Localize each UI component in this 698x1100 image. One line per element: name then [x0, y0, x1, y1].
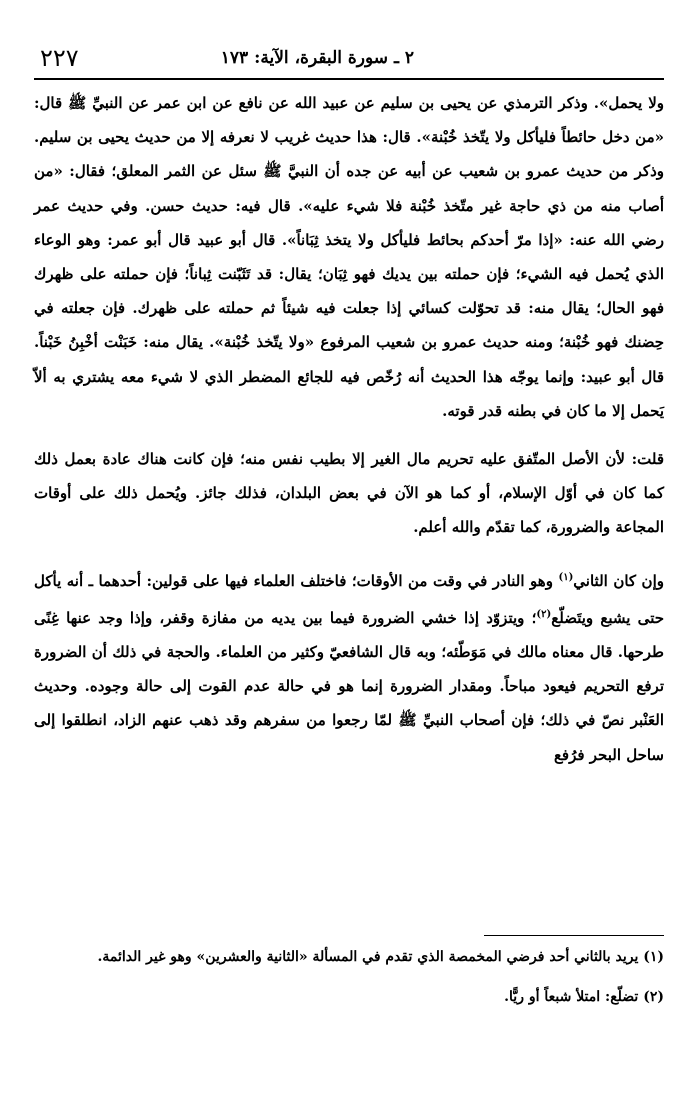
page-header	[34, 42, 664, 76]
footnote-rule	[484, 935, 664, 936]
footnotes	[34, 946, 664, 1008]
footnote-2	[34, 986, 664, 1008]
footnote-1	[34, 946, 664, 968]
footnote-text: تضلّع: امتلأ شبعاً أو ريًّا.	[504, 989, 639, 1005]
main-text	[34, 86, 664, 772]
footnote-marker: (٢)	[643, 989, 664, 1005]
footnote-ref-1[interactable]: (١)	[558, 571, 574, 583]
page-number: ٢٢٧	[40, 44, 79, 72]
header-rule	[34, 78, 664, 80]
running-head: ٢ ـ سورة البقرة، الآية: ١٧٣	[220, 48, 414, 68]
paragraph-2: قلت: لأن الأصل المتّفق عليه تحريم مال الغير إلا بطيب نفس منه؛ فإن كانت هناك عادة بعمل ذلك كما كان في أوّل الإسلام، أو كما هو الآن في بعض البلدان، فذلك جائز. ويُحمل ذلك على أوقات المجاعة والضرورة، كما تقدّم والله أعلم.	[34, 450, 664, 537]
paragraph-3-text-a: وإن كان الثاني	[573, 571, 664, 590]
footnote-marker: (١)	[643, 949, 664, 965]
paragraph-3-text-c: ؛ ويتزوّد إذا خشي الضرورة فيما بين يديه من مفازة وقفر، وإذا وجد عنها غِنًى طرحها. قال معناه مالك في مَوَطّئه؛ وبه قال الشافعيّ وكثير من العلماء. والحجة في ذلك أن الضرورة ترفع التحريم فيعود مباحاً. ومقدار الضرورة إنما هو في حالة عدم القوت إلى حالة وجوده. وحديث العَنْبر نصّ في ذلك؛ فإن أصحاب النبيِّ ﷺ لمّا رجعوا من سفرهم وقد ذهب عنهم الزاد، انطلقوا إلى ساحل البحر فرُفع	[34, 608, 664, 764]
paragraph-3	[34, 561, 664, 772]
paragraph-3-text-b: وهو النادر في وقت من الأوقات؛ فاختلف العلماء فيها على قولين: أحدهما ـ أنه يأكل حتى يشبع ويتَضلّع	[34, 571, 664, 627]
footnote-ref-2[interactable]: (٢)	[536, 608, 552, 620]
footnote-text: يريد بالثاني أحد فرضي المخمصة الذي تقدم في المسألة «الثانية والعشرين» وهو غير الدائمة.	[97, 949, 639, 965]
paragraph-1: ولا يحمل». وذكر الترمذي عن يحيى بن سليم عن عبيد الله عن نافع عن ابن عمر عن النبيِّ ﷺ قال: «من دخل حائطاً فليأكل ولا يتّخذ خُبْنة». قال: هذا حديث غريب لا نعرفه إلا من حديث يحيى بن سليم. وذكر من حديث عمرو بن شعيب عن أبيه عن جده أن النبيَّ ﷺ سئل عن الثمر المعلق؛ فقال: «من أصاب منه من ذي حاجة غير متّخذ خُبْنة فلا شيء عليه». قال فيه: حديث حسن. وفي حديث عمر رضي الله عنه: «إذا مرّ أحدكم بحائط فليأكل ولا يتخذ ثِبَاناً». قال أبو عبيد قال أبو عمر: وهو الوعاء الذي يُحمل فيه الشيء؛ فإن حملته بين يديك فهو ثِبَان؛ يقال: قد تَثَبّنت ثِباناً؛ فإن حملته على ظهرك فهو الحال؛ يقال منه: قد تحوّلت كسائي إذا جعلت فيه شيئاً ثم حملته على ظهرك. فإن جعلته في حِضنك فهو خُبْنة؛ ومنه حديث عمرو بن شعيب المرفوع «ولا يتّخذ خُبْنة». يقال منه: خَبَنْت أخْبِنُ خَبْناً. قال أبو عبيد: وإنما يوجّه هذا الحديث أنه رُخّص فيه للجائع المضطر الذي لا شيء معه يشتري به ألاّ يَحمل إلا ما كان في بطنه قدر قوته.	[34, 94, 664, 420]
